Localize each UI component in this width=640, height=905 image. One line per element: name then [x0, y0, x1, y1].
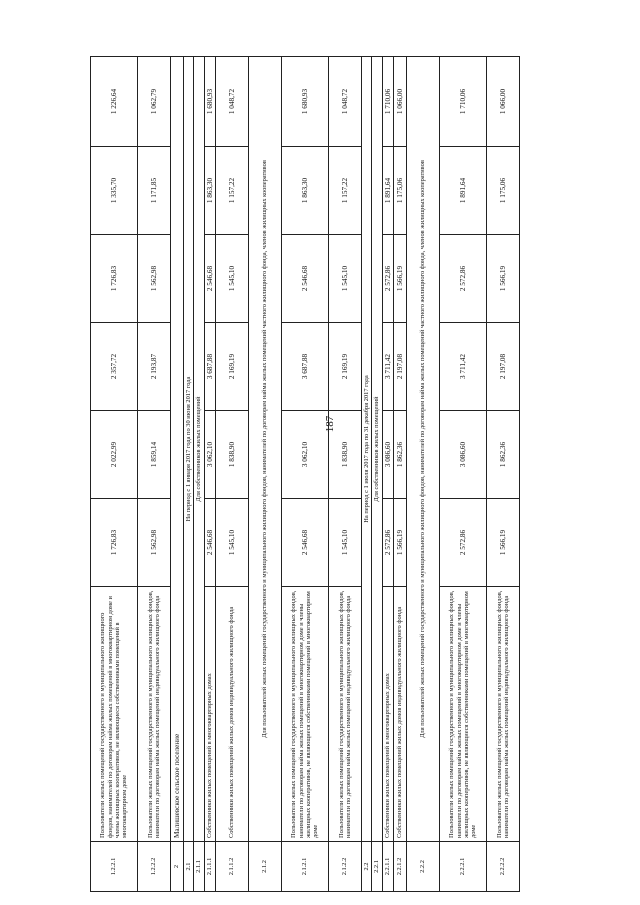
row-value: 1 862,36: [487, 411, 520, 499]
table-row: [138, 57, 171, 892]
row-value: 3 086,60: [382, 411, 393, 499]
table-row: [171, 57, 184, 892]
row-label: Пользователи жилых помещений государственного и муниципального жилищных фондов, наниматели по договорам найма жилых помещений в многоквартирном доме и члены жилищных кооперативов, не являющиеся собственниками помещений в многоквартирном доме: [282, 587, 329, 842]
row-value: 1 726,83: [91, 499, 138, 587]
section-header: На период с 1 января 2017 года по 30 июня 2017 года: [184, 57, 194, 842]
row-value: 1 157,22: [329, 147, 362, 235]
row-value: 2 022,99: [91, 411, 138, 499]
row-value: 1 562,98: [138, 235, 171, 323]
page-number: 187: [324, 415, 336, 433]
row-code: 2.1.2: [249, 842, 282, 892]
row-value: 1 891,64: [382, 147, 393, 235]
row-value: 1 838,90: [216, 411, 249, 499]
row-value: 3 062,10: [204, 411, 215, 499]
row-code: 2.1.1.2: [216, 842, 249, 892]
row-value: 1 862,36: [394, 411, 407, 499]
row-value: 1 726,83: [91, 235, 138, 323]
row-value: 3 687,88: [282, 323, 329, 411]
row-value: 1 175,06: [487, 147, 520, 235]
row-code: 1.2.2.1: [91, 842, 138, 892]
row-value: 1 175,06: [394, 147, 407, 235]
row-code: 2.2.2: [407, 842, 440, 892]
row-code: 2.2.1: [372, 842, 382, 892]
row-code: 2.1.2.1: [282, 842, 329, 892]
row-value: 1 863,30: [282, 147, 329, 235]
row-code: 2.2.2.2: [487, 842, 520, 892]
row-value: 1 335,70: [91, 147, 138, 235]
table-row: [204, 57, 215, 892]
row-value: 1 545,10: [216, 235, 249, 323]
section-header: Для собственников жилых помещений: [194, 57, 204, 842]
row-value: 2 197,08: [487, 323, 520, 411]
row-value: 1 566,19: [394, 499, 407, 587]
row-value: 1 680,93: [204, 57, 215, 147]
table-row: [91, 57, 138, 892]
row-value: 2 546,68: [282, 235, 329, 323]
row-value: 1 066,00: [394, 57, 407, 147]
row-value: 3 711,42: [382, 323, 393, 411]
row-value: 1 566,19: [394, 235, 407, 323]
table-row: [184, 57, 194, 892]
row-value: 1 062,79: [138, 57, 171, 147]
row-value: 2 546,68: [204, 235, 215, 323]
row-label: Собственники жилых помещений в многоквартирных домах: [204, 587, 215, 842]
row-value: 1 048,72: [329, 57, 362, 147]
row-label: Пользователи жилых помещений государственного и муниципального жилищных фондов, наниматели по договорам найма жилых помещений индивидуального жилищного фонда: [138, 587, 171, 842]
row-code: 2.1: [184, 842, 194, 892]
row-label: Пользователи жилых помещений государственного и муниципального жилищного фондов, нанимателей по договорам найма жилых помещений в многоквартирном доме и члены жилищных кооперативов, не являющиеся собственниками помещений в многоквартирном доме: [91, 587, 138, 842]
row-value: 1 838,90: [329, 411, 362, 499]
row-value: 2 572,86: [440, 499, 487, 587]
row-code: 1.2.2.2: [138, 842, 171, 892]
row-label: Собственники жилых помещений в многоквартирных домах: [382, 587, 393, 842]
table-row: [282, 57, 329, 892]
row-value: 2 572,86: [382, 499, 393, 587]
table-row: [216, 57, 249, 892]
row-value: 1 545,10: [329, 499, 362, 587]
row-value: 1 048,72: [216, 57, 249, 147]
landscape-frame: [90, 57, 510, 892]
row-value: 2 169,19: [329, 323, 362, 411]
row-value: 2 572,86: [440, 235, 487, 323]
row-value: 1 171,85: [138, 147, 171, 235]
row-code: 2.1.1.1: [204, 842, 215, 892]
row-value: 1 710,06: [382, 57, 393, 147]
table-row: [440, 57, 487, 892]
row-value: 1 157,22: [216, 147, 249, 235]
table-row: [329, 57, 362, 892]
row-value: 2 193,87: [138, 323, 171, 411]
row-label: Пользователи жилых помещений государственного и муниципального жилищных фондов, наниматели по договорам найма жилых помещений индивидуального жилищного фонда: [329, 587, 362, 842]
row-code: 2.2.1.2: [394, 842, 407, 892]
row-value: 2 572,86: [382, 235, 393, 323]
row-code: 2.1.1: [194, 842, 204, 892]
row-code: 2: [171, 842, 184, 892]
rotated-table-area: [90, 57, 510, 892]
row-value: 1 562,98: [138, 499, 171, 587]
table-row: [362, 57, 372, 892]
row-label: Пользователи жилых помещений государственного и муниципального жилищных фондов, наниматели по договорам найма жилых помещений в многоквартирном доме и члены жилищных кооперативов, не являющиеся собственниками помещений в многоквартирном доме: [440, 587, 487, 842]
table-row: [249, 57, 282, 892]
row-value: 1 680,93: [282, 57, 329, 147]
row-label: Пользователи жилых помещений государственного и муниципального жилищных фондов, наниматели по договорам найма жилых помещений индивидуального жилищного фонда: [487, 587, 520, 842]
row-value: 2 197,08: [394, 323, 407, 411]
row-value: 1 710,06: [440, 57, 487, 147]
row-value: 3 687,88: [204, 323, 215, 411]
row-value: 1 891,64: [440, 147, 487, 235]
row-code: 2.2.1.1: [382, 842, 393, 892]
table-row: [394, 57, 407, 892]
table-row: [487, 57, 520, 892]
row-value: 1 545,10: [329, 235, 362, 323]
section-header: На период с 1 июля 2017 года по 31 декабря 2017 года: [362, 57, 372, 842]
row-value: 1 863,30: [204, 147, 215, 235]
row-value: 3 062,10: [282, 411, 329, 499]
row-value: 2 546,68: [282, 499, 329, 587]
table-row: [407, 57, 440, 892]
section-header: Для пользователей жилых помещений государственного и муниципального жилищного фондов, нанимателей по договорам найма жилых помещений частного жилищного фонда, членов жилищных кооперативов: [407, 57, 440, 842]
section-header: Для собственников жилых помещений: [372, 57, 382, 842]
row-value: 3 711,42: [440, 323, 487, 411]
row-code: 2.2.2.1: [440, 842, 487, 892]
row-value: 1 566,19: [487, 499, 520, 587]
row-value: 2 546,68: [204, 499, 215, 587]
table-row: [372, 57, 382, 892]
row-value: 1 066,00: [487, 57, 520, 147]
row-label: Собственники жилых помещений жилых домов индивидуального жилищного фонда: [394, 587, 407, 842]
row-value: 2 169,19: [216, 323, 249, 411]
row-value: 1 566,19: [487, 235, 520, 323]
table-row: [382, 57, 393, 892]
row-value: 3 086,60: [440, 411, 487, 499]
row-value: 2 357,72: [91, 323, 138, 411]
row-code: 2.1.2.2: [329, 842, 362, 892]
section-title: Малишевское сельское поселение: [171, 57, 184, 842]
table-row: [194, 57, 204, 892]
row-label: Собственники жилых помещений жилых домов индивидуального жилищного фонда: [216, 587, 249, 842]
section-header: Для пользователей жилых помещений государственного и муниципального жилищного фондов, нанимателей по договорам найма жилых помещений частного жилищного фонда, членов жилищных кооперативов: [249, 57, 282, 842]
tariff-table: [90, 56, 520, 892]
row-value: 1 859,14: [138, 411, 171, 499]
row-value: 1 226,64: [91, 57, 138, 147]
row-code: 2.2: [362, 842, 372, 892]
row-value: 1 545,10: [216, 499, 249, 587]
